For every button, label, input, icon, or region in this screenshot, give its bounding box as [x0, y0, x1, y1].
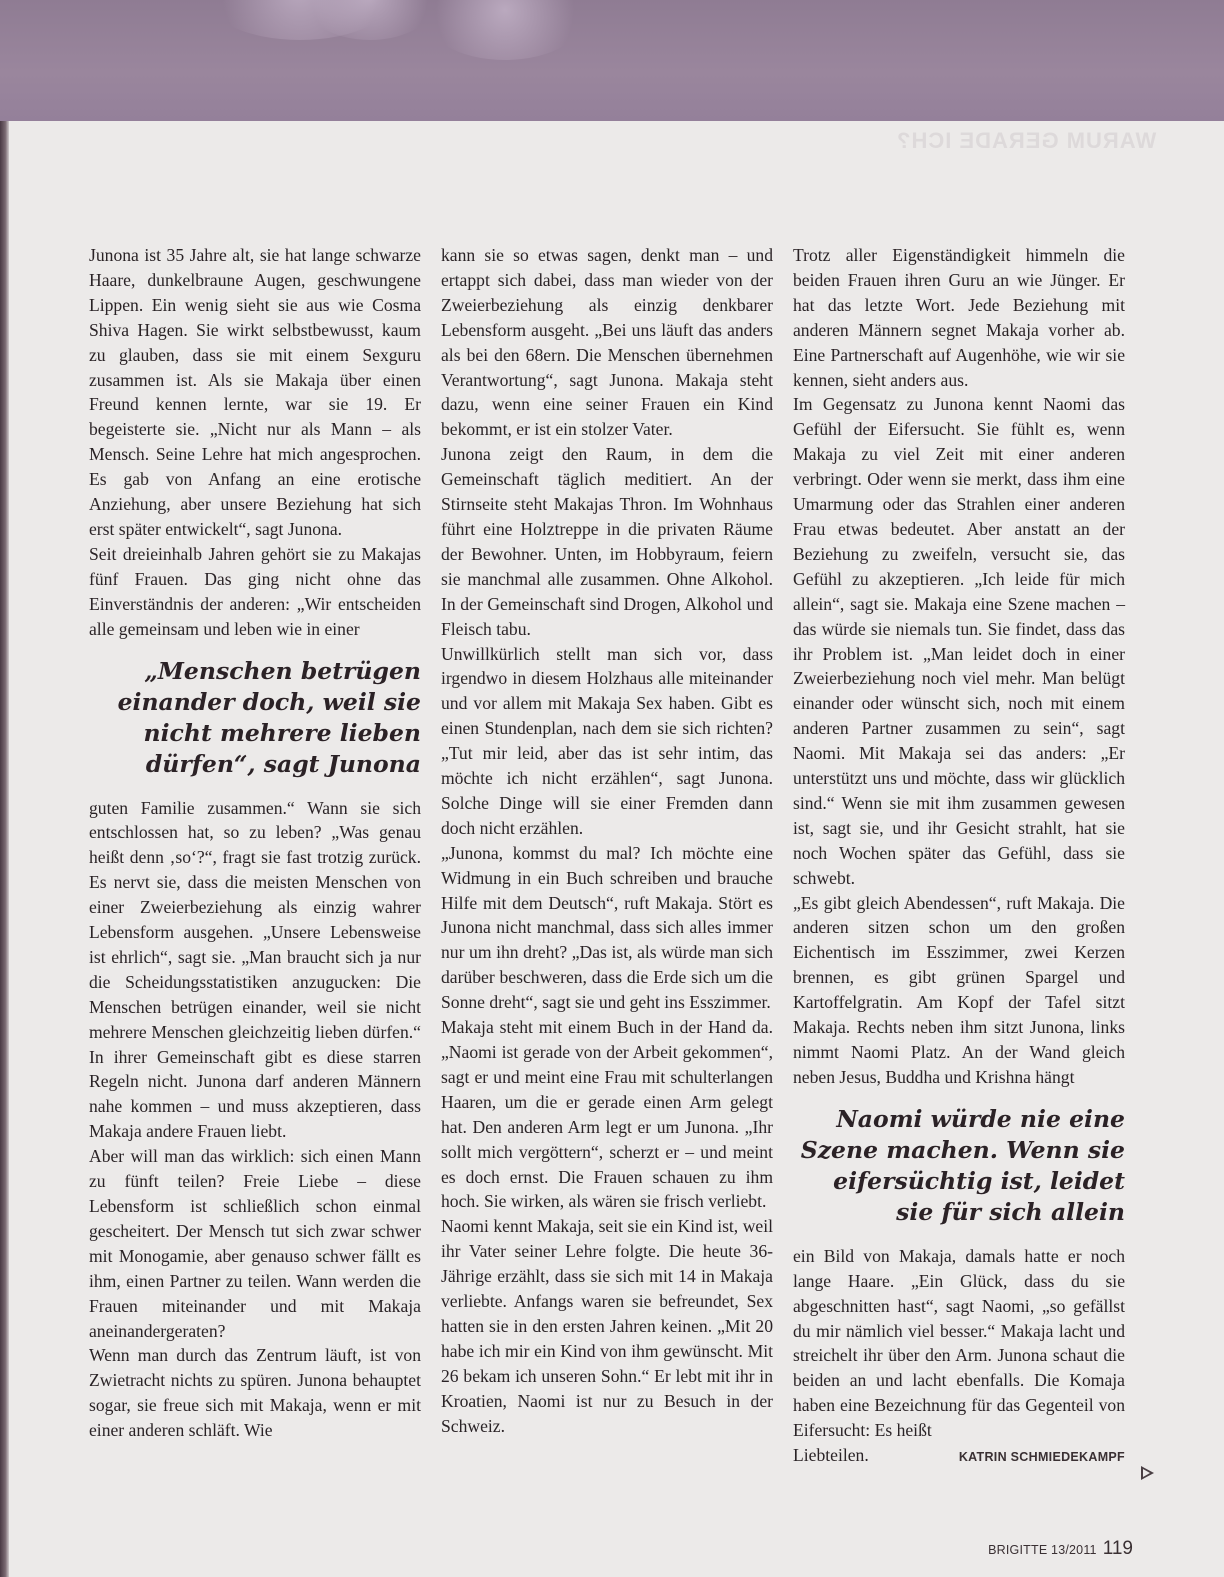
author-byline: KATRIN SCHMIEDEKAMPF [958, 1450, 1125, 1465]
bleed-through-text: WARUM GERADE ICH? [895, 128, 1156, 153]
paragraph: Naomi kennt Makaja, seit sie ein Kind ist, weil ihr Vater seiner Lehre folgte. Die heute 36-Jährige erzählt, dass sie sich mit 14 in Makaja verliebte. Anfangs waren sie befreundet, Sex hatten sie in den ersten Jahren keinen. „Mit 20 habe ich mir ein Kind von ihm gewünscht. Mit 26 bekam ich unseren Sohn.“ Er lebt mit ihr in Kroatien, Naomi ist nur zu Besuch in der Schweiz. [441, 1216, 773, 1436]
paragraph: Trotz aller Eigenständigkeit himmeln die beiden Frauen ihren Guru an wie Jünger. Er hat das letzte Wort. Jede Beziehung mit anderen Männern segnet Makaja vorher ab. Eine Partnerschaft auf Augenhöhe, wie wir sie kennen, sieht anders aus. [793, 245, 1125, 390]
page-footer [988, 1538, 1133, 1560]
paragraph: Im Gegensatz zu Junona kennt Naomi das Gefühl der Eifersucht. Sie fühlt es, wenn Makaja zu viel Zeit mit einer anderen verbringt. Oder wenn sie merkt, dass ihm eine Umarmung oder das Strahlen einer anderen Frau etwas bedeutet. Aber anstatt an der Beziehung zu zweifeln, versucht sie, das Gefühl zu akzeptieren. „Ich leide für mich allein“, sagt sie. Makaja eine Szene machen – das würde sie niemals tun. Sie findet, dass das ihr Problem ist. „Man leidet doch in einer Zweierbeziehung noch viel mehr. Man belügt einander oder wünscht sich, noch mit einem anderen Partner zusammen zu sein“, sagt Naomi. Mit Makaja sei das anders: „Er unterstützt uns und möchte, dass wir glücklich sind.“ Wenn sie mit ihm zusammen gewesen ist, sagt sie, und ihr Gesicht strahlt, hat sie noch Wochen später das Gefühl, dass sie schwebt. [793, 394, 1125, 888]
paragraph: „Junona, kommst du mal? Ich möchte eine Widmung in ein Buch schreiben und brauche Hilfe mit dem Deutsch“, ruft Makaja. Stört es Junona nicht manchmal, dass sich alles immer nur um ihn dreht? „Das ist, als würde man sich darüber beschweren, dass die Erde sich um die Sonne dreht“, sagt sie und geht ins Esszimmer. [441, 842, 773, 1013]
paragraph: ein Bild von Makaja, damals hatte er noch lange Haare. „Ein Glück, dass du sie abgeschnitten hast“, sagt Naomi, „so gefällst du mir nämlich viel besser.“ Makaja lacht und streichelt ihr über den Arm. Junona schaut die beiden an und lacht ebenfalls. Die Komaja haben eine Bezeichnung für das Gegenteil von Eifersucht: Es heißt [793, 1245, 1125, 1441]
magazine-issue: BRIGITTE 13/2011 [988, 1543, 1097, 1557]
article-column-2 [441, 243, 773, 1439]
paragraph: Wenn man durch das Zentrum läuft, ist von Zwietracht nichts zu spüren. Junona behauptet sogar, sie freue sich mit Makaja, wenn er mit einer anderen schläft. Wie [89, 1345, 421, 1441]
photo-highlight [420, 0, 590, 60]
pull-quote: „Menschen betrügen einander doch, weil sie nicht mehrere lieben dürfen“, sagt Junona [117, 656, 421, 778]
article-ending [793, 1443, 1125, 1470]
pull-quote: Naomi würde nie eine Szene machen. Wenn sie eifersüchtig ist, leidet sie für sich allein [800, 1104, 1125, 1226]
paragraph: guten Familie zusammen.“ Wann sie sich entschlossen hat, so zu leben? „Was genau heißt denn ‚so‘?“, fragt sie fast trotzig zurück. Es nervt sie, dass die meisten Menschen von einer Zweierbeziehung als einzig wahrer Lebensform ausgehen. „Unsere Lebensweise ist ehrlich“, sagt sie. „Man braucht sich ja nur die Scheidungsstatistiken anzugucken: Die Menschen betrügen einander, weil sie nicht mehrere Menschen gleichzeitig lieben dürfen.“ In ihrer Gemeinschaft gibt es diese starren Regeln nicht. Junona darf anderen Männern nahe kommen – und muss akzeptieren, dass Makaja andere Frauen liebt. [89, 797, 421, 1142]
header-photo-band [0, 0, 1224, 121]
paragraph: Junona zeigt den Raum, in dem die Gemeinschaft täglich meditiert. An der Stirnseite steht Makajas Thron. Im Wohnhaus führt eine Holztreppe in die privaten Räume der Bewohner. Unten, im Hobbyraum, feiern sie manchmal alle zusammen. Ohne Alkohol. In der Gemeinschaft sind Drogen, Alkohol und Fleisch tabu. [441, 444, 773, 639]
article-column-3 [793, 243, 1125, 1470]
paragraph: kann sie so etwas sagen, denkt man – und ertappt sich dabei, dass man wieder von der Zweierbeziehung als einzig denkbarer Lebensform ausgeht. „Bei uns läuft das anders als bei den 68ern. Die Menschen übernehmen Verantwortung“, sagt Junona. Makaja steht dazu, wenn eine seiner Frauen ein Kind bekommt, er ist ein stolzer Vater. [441, 245, 773, 440]
triangle-right-outline-icon [1141, 1466, 1154, 1480]
paragraph: „Es gibt gleich Abendessen“, ruft Makaja. Die anderen sitzen schon um den großen Eichentisch im Esszimmer, zwei Kerzen brennen, es gibt grünen Spargel und Kartoffelgratin. Am Kopf der Tafel sitzt Makaja. Rechts neben ihm sitzt Junona, links nimmt Naomi Platz. An der Wand gleich neben Jesus, Buddha und Krishna hängt [793, 892, 1125, 1087]
paragraph: Junona ist 35 Jahre alt, sie hat lange schwarze Haare, dunkelbraune Augen, geschwungene Lippen. Ein wenig sieht sie aus wie Cosma Shiva Hagen. Sie wirkt selbstbewusst, kaum zu glauben, dass sie mit einem Sexguru zusammen ist. Als sie Makaja über einen Freund kennen lernte, war sie 19. Er begeisterte sie. „Nicht nur als Mann – als Mensch. Seine Lehre hat mich angesprochen. Es gab von Anfang an eine erotische Anziehung, aber unsere Beziehung hat sich erst später entwickelt“, sagt Junona. [89, 245, 421, 539]
page-spine-shadow [0, 0, 9, 1577]
paragraph: Unwillkürlich stellt man sich vor, dass irgendwo in diesem Holzhaus alle miteinander und vor allem mit Makaja Sex haben. Gibt es einen Stundenplan, nach dem sie sich richten? „Tut mir leid, aber das ist sehr intim, das möchte ich nicht erzählen“, sagt Junona. Solche Dinge will sie einer Fremden dann doch nicht erzählen. [441, 643, 773, 838]
paragraph: Aber will man das wirklich: sich einen Mann zu fünft teilen? Freie Liebe – diese Lebensform ist schließlich schon einmal gescheitert. Der Mensch tut sich zwar schwer mit Monogamie, aber genauso schwer fällt es ihm, einen Partner zu teilen. Wann werden die Frauen miteinander und mit Makaja aneinandergeraten? [89, 1146, 421, 1341]
article-column-1 [89, 243, 421, 1443]
page-number: 119 [1102, 1538, 1133, 1559]
paragraph: Makaja steht mit einem Buch in der Hand da. „Naomi ist gerade von der Arbeit gekommen“, sagt er und meint eine Frau mit schulterlangen Haaren, um die er gerade einen Arm gelegt hat. Den anderen Arm legt er um Junona. „Ihr sollt mich vergöttern“, scherzt er – und meint es doch ernst. Die Frauen schauen zu ihm hoch. Sie wirken, als wären sie frisch verliebt. [441, 1017, 773, 1212]
final-word: Liebteilen. [793, 1445, 869, 1466]
paragraph: Seit dreieinhalb Jahren gehört sie zu Makajas fünf Frauen. Das ging nicht ohne das Einverständnis der anderen: „Wir entscheiden alle gemeinsam und leben wie in einer [89, 543, 421, 639]
